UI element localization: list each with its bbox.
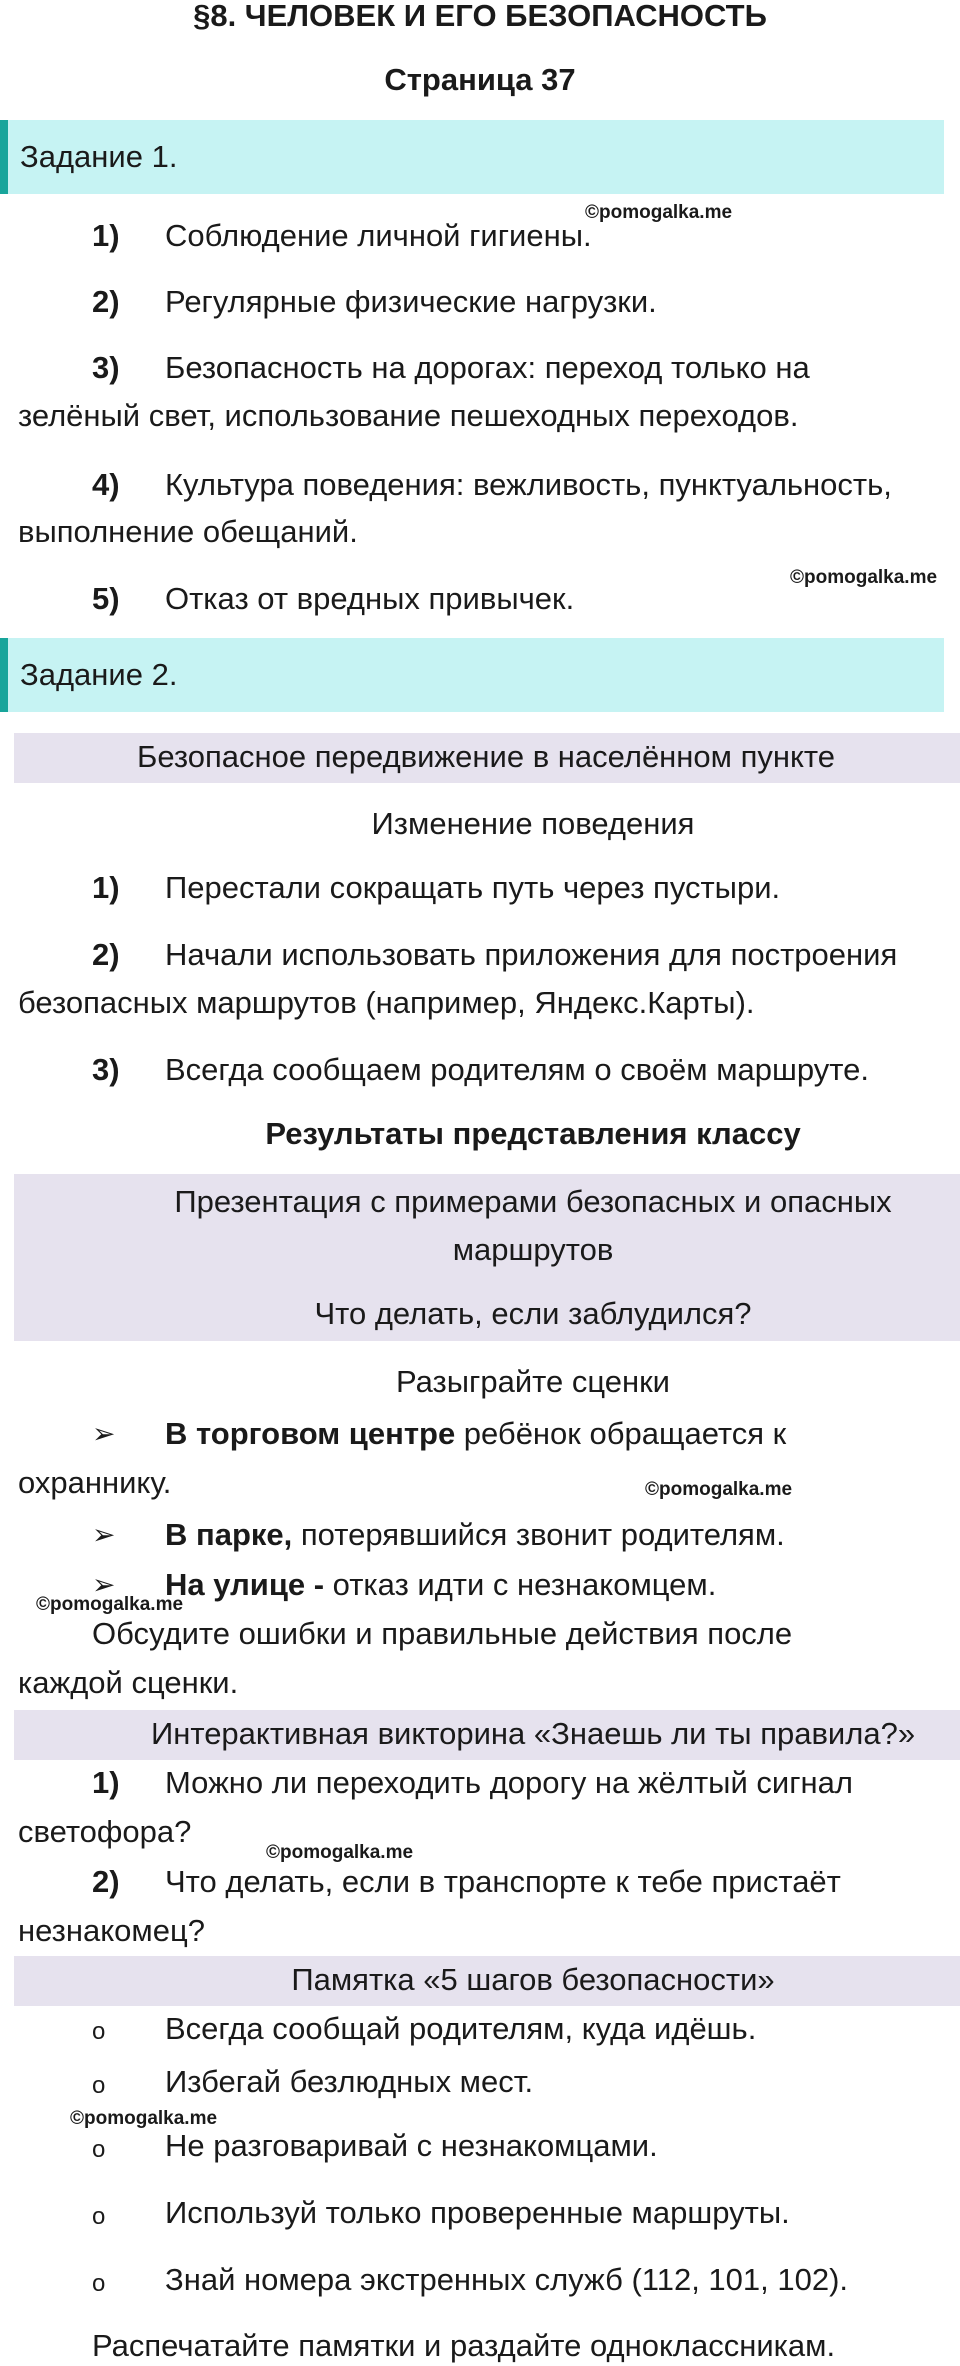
list-number: 2) [92, 284, 120, 319]
page-number: Страница 37 [384, 62, 576, 97]
discussion-text: каждой сценки. [18, 1665, 239, 1700]
circle-bullet-icon: o [92, 2072, 106, 2099]
list-item: Регулярные физические нагрузки. [165, 284, 657, 319]
list-item: Всегда сообщаем родителям о своём маршруте. [165, 1052, 869, 1087]
memo-title: Памятка «5 шагов безопасности» [291, 1962, 775, 1997]
list-item: Избегай безлюдных мест. [165, 2064, 534, 2099]
quiz-title: Интерактивная викторина «Знаешь ли ты правила?» [150, 1716, 916, 1751]
discussion-text: Обсудите ошибки и правильные действия после [92, 1616, 793, 1651]
subheading: Изменение поведения [371, 806, 695, 841]
list-item: В парке, потерявшийся звонит родителям. [165, 1517, 785, 1552]
arrow-bullet-icon: ➢ [92, 1519, 116, 1550]
list-item: Соблюдение личной гигиены. [165, 218, 592, 253]
watermark: ©pomogalka.me [70, 2108, 218, 2129]
results-heading: Результаты представления классу [265, 1116, 801, 1151]
list-item: Всегда сообщай родителям, куда идёшь. [165, 2011, 757, 2046]
watermark: ©pomogalka.me [266, 1842, 414, 1863]
list-number: 2) [92, 937, 120, 972]
circle-bullet-icon: o [92, 2018, 106, 2045]
list-item: В торговом центре ребёнок обращается к [165, 1416, 787, 1451]
list-item: Знай номера экстренных служб (112, 101, 102). [165, 2262, 849, 2297]
presentation-line: маршрутов [452, 1232, 614, 1267]
list-item: Безопасность на дорогах: переход только на [165, 350, 810, 385]
list-item: Отказ от вредных привычек. [165, 581, 575, 616]
list-item-continuation: безопасных маршрутов (например, Яндекс.Карты). [18, 985, 755, 1020]
watermark: ©pomogalka.me [790, 567, 938, 588]
task-1-header [0, 120, 944, 194]
closing-text: Распечатайте памятки и раздайте одноклассникам. [92, 2328, 836, 2363]
list-item-continuation: светофора? [18, 1814, 192, 1849]
list-number: 1) [92, 218, 120, 253]
list-number: 3) [92, 350, 120, 385]
task-1-label: Задание 1. [20, 139, 178, 174]
task-2-label: Задание 2. [20, 657, 178, 692]
circle-bullet-icon: o [92, 2136, 106, 2163]
circle-bullet-icon: o [92, 2203, 106, 2230]
list-item-continuation: зелёный свет, использование пешеходных переходов. [18, 398, 799, 433]
list-number: 1) [92, 870, 120, 905]
list-item: Не разговаривай с незнакомцами. [165, 2128, 658, 2163]
list-item: На улице - отказ идти с незнакомцем. [165, 1567, 717, 1602]
presentation-line: Что делать, если заблудился? [314, 1296, 752, 1331]
list-number: 4) [92, 467, 120, 502]
list-item: Можно ли переходить дорогу на жёлтый сигнал [165, 1765, 853, 1800]
watermark: ©pomogalka.me [585, 202, 733, 223]
list-number: 2) [92, 1864, 120, 1899]
list-item: Используй только проверенные маршруты. [165, 2195, 790, 2230]
list-item: Перестали сокращать путь через пустыри. [165, 870, 781, 905]
circle-bullet-icon: o [92, 2270, 106, 2297]
list-number: 3) [92, 1052, 120, 1087]
list-number: 1) [92, 1765, 120, 1800]
watermark: ©pomogalka.me [36, 1594, 184, 1615]
chapter-title: §8. ЧЕЛОВЕК И ЕГО БЕЗОПАСНОСТЬ [193, 0, 767, 33]
list-item-continuation: охраннику. [18, 1465, 172, 1500]
list-item: Начали использовать приложения для построения [165, 937, 898, 972]
arrow-bullet-icon: ➢ [92, 1569, 116, 1600]
list-item: Что делать, если в транспорте к тебе пристаёт [165, 1864, 841, 1899]
list-item-continuation: выполнение обещаний. [18, 514, 358, 549]
list-item-continuation: незнакомец? [18, 1913, 205, 1948]
watermark: ©pomogalka.me [645, 1479, 793, 1500]
list-item: Культура поведения: вежливость, пунктуальность, [165, 467, 892, 502]
presentation-line: Презентация с примерами безопасных и опасных [174, 1184, 892, 1219]
section-band-title: Безопасное передвижение в населённом пункте [136, 739, 835, 774]
subheading: Разыграйте сценки [396, 1364, 670, 1399]
list-number: 5) [92, 581, 120, 616]
task-2-header [0, 638, 944, 712]
arrow-bullet-icon: ➢ [92, 1418, 116, 1449]
